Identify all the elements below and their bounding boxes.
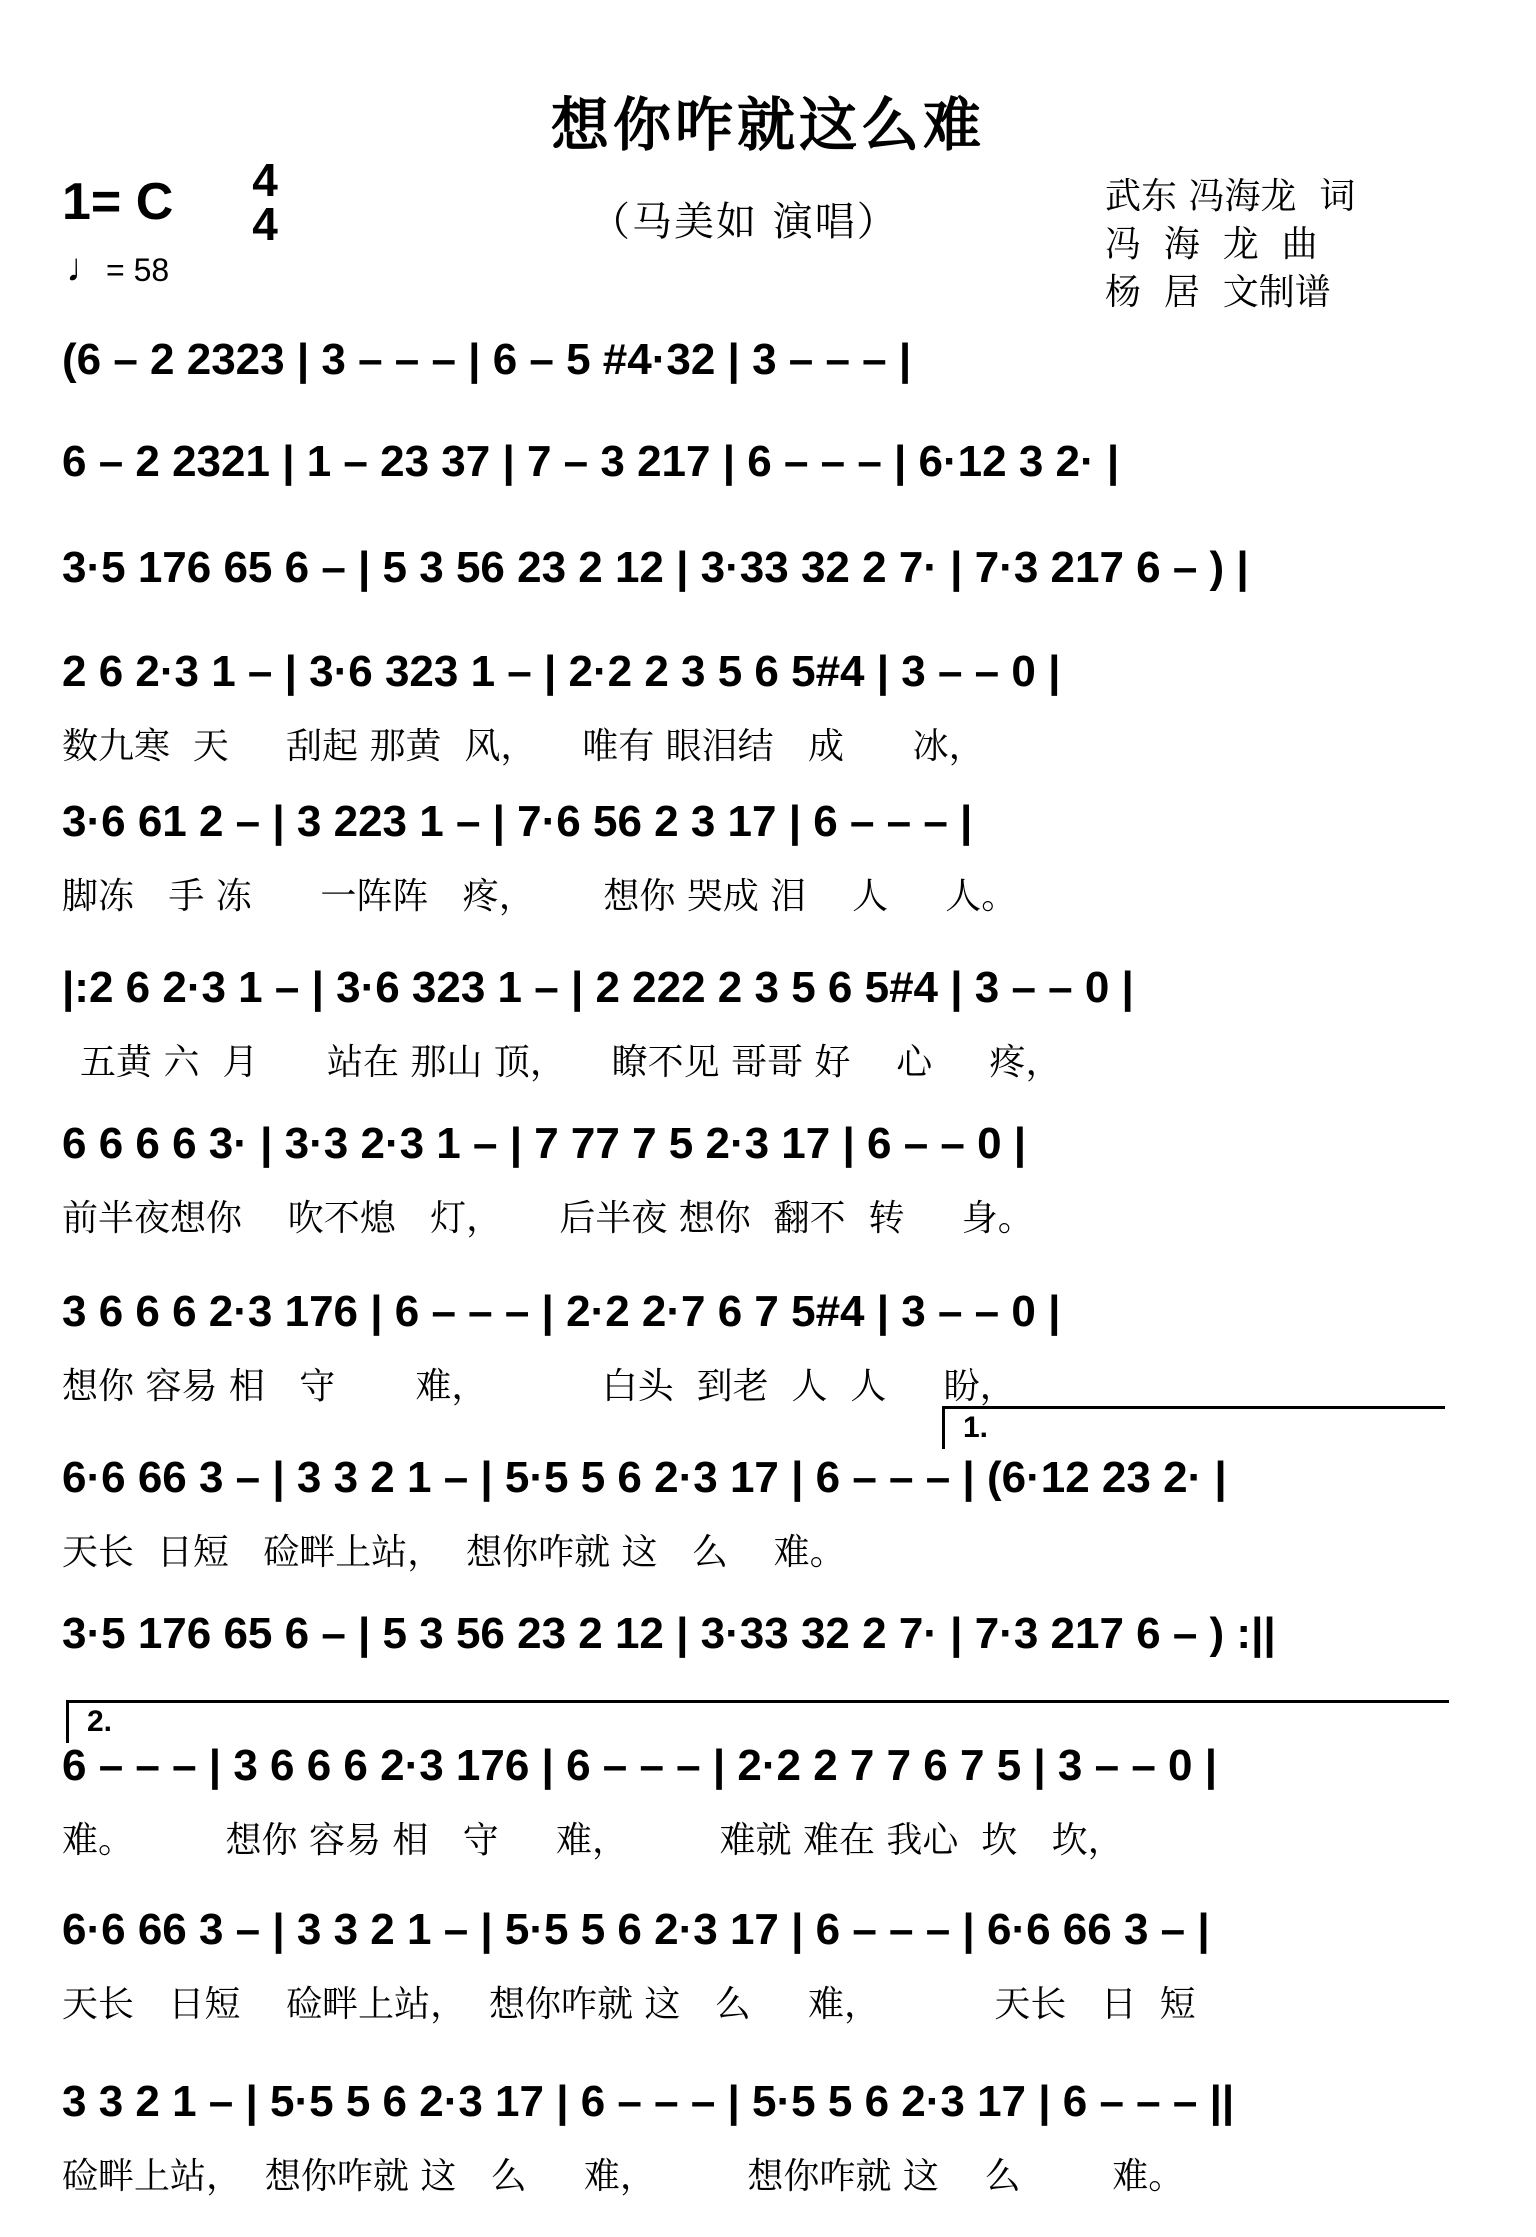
notation-line: 6 – – – | 3 6 6 6 2·3 176 | 6 – – – | 2·2 2 7 7 6 7 5 | 3 – – 0 |: [62, 1741, 1218, 1790]
system-7: [0, 1114, 1536, 1239]
system-3: [0, 538, 1536, 592]
lyricist-credit: 武东 冯海龙 词: [1105, 176, 1356, 217]
lyrics-line: 天长 日短 硷畔上站， 想你咋就 这 么 难， 天长 日 短: [62, 1984, 1196, 2025]
system-12: [0, 1900, 1536, 2025]
system-11: [0, 1736, 1536, 1861]
notation-line: 6·6 66 3 – | 3 3 2 1 – | 5·5 5 6 2·3 17 | 6 – – – | 6·6 66 3 – |: [62, 1905, 1210, 1954]
system-13: [0, 2072, 1536, 2197]
time-signature-bottom: 4: [252, 198, 278, 250]
notation-line: 3·5 176 65 6 – | 5 3 56 23 2 12 | 3·33 32 2 7· | 7·3 217 6 – ) |: [62, 543, 1249, 592]
lyrics-line: 数九寒 天 刮起 那黄 风， 唯有 眼泪结 成 冰，: [62, 726, 985, 767]
lyrics-line: 前半夜想你 吹不熄 灯， 后半夜 想你 翻不 转 身。: [62, 1198, 1034, 1239]
system-5: [0, 792, 1536, 917]
second-ending-label: 2.: [87, 1705, 113, 1738]
lyrics-line: 想你 容易 相 守 难， 白头 到老 人 人 盼，: [62, 1366, 1016, 1407]
singer-credit: （马美如 演唱）: [590, 199, 899, 245]
time-signature: [242, 154, 288, 250]
composer-credit: 冯 海 龙 曲: [1105, 224, 1318, 265]
arranger-credit: 杨 居 文制谱: [1105, 272, 1331, 313]
system-1: [0, 330, 1536, 384]
key-signature: 1= C: [62, 173, 174, 231]
system-8: [0, 1282, 1536, 1407]
notation-line: 3 3 2 1 – | 5·5 5 6 2·3 17 | 6 – – – | 5·5 5 6 2·3 17 | 6 – – – ||: [62, 2077, 1235, 2126]
notation-line: 3·5 176 65 6 – | 5 3 56 23 2 12 | 3·33 32 2 7· | 7·3 217 6 – ) :||: [62, 1609, 1276, 1658]
notation-line: 3 6 6 6 2·3 176 | 6 – – – | 2·2 2·7 6 7 5#4 | 3 – – 0 |: [62, 1287, 1061, 1336]
notation-line: 2 6 2·3 1 – | 3·6 323 1 – | 2·2 2 3 5 6 5#4 | 3 – – 0 |: [62, 647, 1061, 696]
system-4: [0, 642, 1536, 767]
notation-line: |:2 6 2·3 1 – | 3·6 323 1 – | 2 222 2 3 5 6 5#4 | 3 – – 0 |: [62, 963, 1134, 1012]
lyrics-line: 难。 想你 容易 相 守 难， 难就 难在 我心 坎 坎，: [62, 1820, 1124, 1861]
system-6: [0, 958, 1536, 1083]
notation-line: (6 – 2 2323 | 3 – – – | 6 – 5 #4·32 | 3 – – – |: [62, 335, 912, 384]
tempo-marking: [66, 246, 169, 291]
system-10: [0, 1604, 1536, 1658]
lyrics-line: 脚冻 手 冻 一阵阵 疼， 想你 哭成 泪 人 人。: [62, 876, 1018, 917]
lyrics-line: 天长 日短 硷畔上站， 想你咋就 这 么 难。: [62, 1532, 846, 1573]
tempo-value: = 58: [106, 252, 170, 288]
notation-line: 6 – 2 2321 | 1 – 23 37 | 7 – 3 217 | 6 – – – | 6·12 3 2· |: [62, 437, 1120, 486]
notation-line: 3·6 61 2 – | 3 223 1 – | 7·6 56 2 3 17 | 6 – – – |: [62, 797, 973, 846]
lyrics-line: 五黄 六 月 站在 那山 顶， 瞭不见 哥哥 好 心 疼，: [80, 1042, 1062, 1083]
system-9: [0, 1448, 1536, 1573]
first-ending-bracket: [942, 1406, 1445, 1449]
quarter-note-icon: ♩: [66, 246, 106, 290]
time-signature-top: 4: [252, 154, 278, 206]
system-2: [0, 432, 1536, 486]
notation-line: 6 6 6 6 3· | 3·3 2·3 1 – | 7 77 7 5 2·3 17 | 6 – – 0 |: [62, 1119, 1027, 1168]
notation-line: 6·6 66 3 – | 3 3 2 1 – | 5·5 5 6 2·3 17 | 6 – – – | (6·12 23 2· |: [62, 1453, 1227, 1502]
first-ending-label: 1.: [963, 1411, 989, 1444]
lyrics-line: 硷畔上站， 想你咋就 这 么 难， 想你咋就 这 么 难。: [62, 2156, 1185, 2197]
song-title: 想你咋就这么难: [550, 91, 985, 159]
